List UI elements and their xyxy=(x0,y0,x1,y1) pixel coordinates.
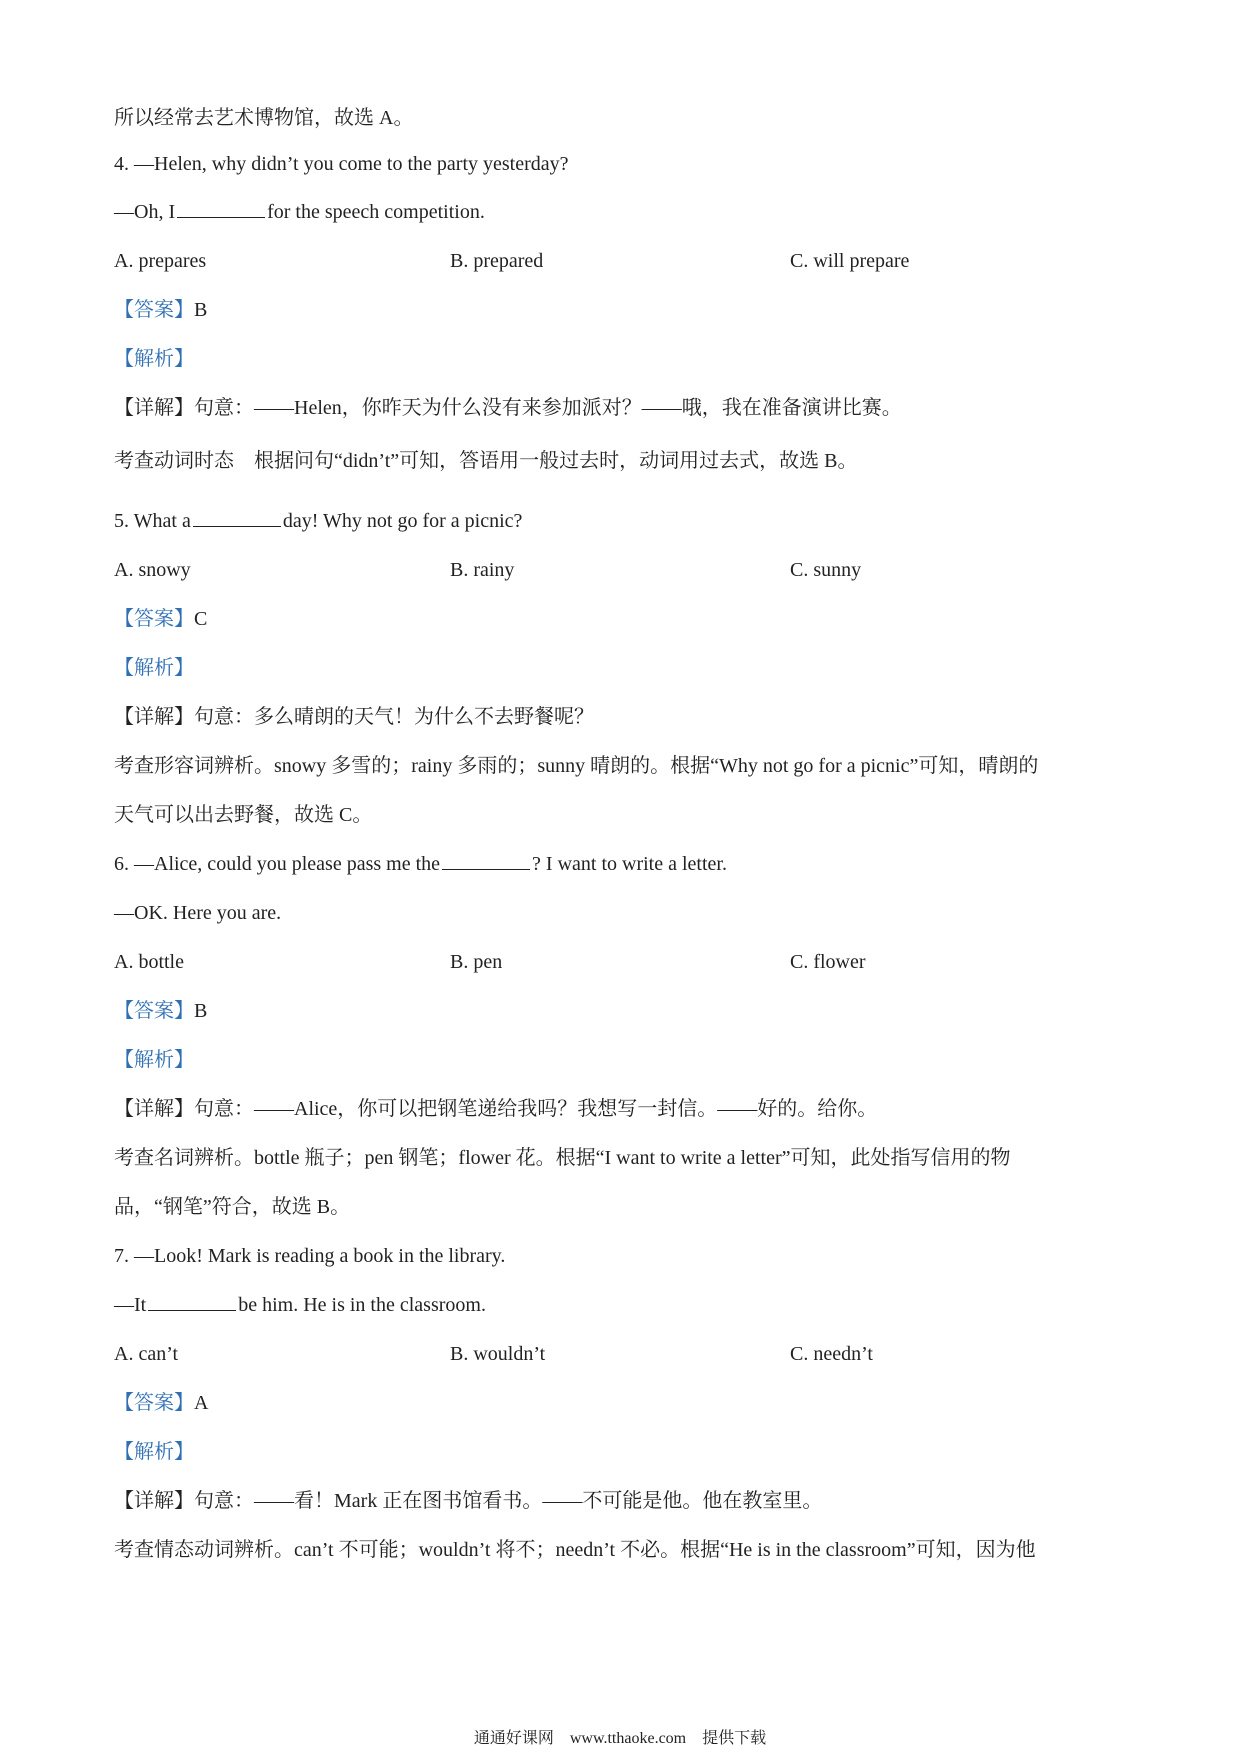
q4-stem-line1: 4. —Helen, why didn’t you come to the party yesterday? xyxy=(114,153,569,175)
q5-answer-value: C xyxy=(194,608,208,630)
q5-analysis-label: 【解析】 xyxy=(114,657,194,679)
q4-explain-line1: 考查动词时态 根据问句“didn’t”可知，答语用一般过去时，动词用过去式，故选 B。 xyxy=(114,450,858,472)
q5-option-b: B. rainy xyxy=(450,559,515,581)
q6-answer-value: B xyxy=(194,1000,208,1022)
q6-stem-post: ? I want to write a letter. xyxy=(532,853,727,875)
q5-explain-line1: 考查形容词辨析。snowy 多雪的；rainy 多雨的；sunny 晴朗的。根据“Why not go for a picnic”可知，晴朗的 xyxy=(114,755,1039,777)
q7-option-a: A. can’t xyxy=(114,1343,179,1365)
q7-stem-line2 xyxy=(114,1291,486,1319)
q6-explain-line1: 考查名词辨析。bottle 瓶子；pen 钢笔；flower 花。根据“I want to write a letter”可知，此处指写信用的物 xyxy=(114,1147,1011,1169)
q7-stem-line1: 7. —Look! Mark is reading a book in the library. xyxy=(114,1245,506,1267)
q6-detail: 【详解】句意：——Alice，你可以把钢笔递给我吗？我想写一封信。——好的。给你。 xyxy=(114,1098,878,1120)
q6-explain-line2: 品，“钢笔”符合，故选 B。 xyxy=(114,1196,351,1218)
q6-answer-label: 【答案】 xyxy=(114,1000,194,1022)
q6-stem-line1 xyxy=(114,850,727,878)
q4-stem-pre: —Oh, I xyxy=(114,201,176,223)
q5-detail: 【详解】句意：多么晴朗的天气！为什么不去野餐呢？ xyxy=(114,706,594,728)
q4-stem-post: for the speech competition. xyxy=(267,201,485,223)
q7-blank xyxy=(148,1292,236,1311)
q5-stem-pre: 5. What a xyxy=(114,510,191,532)
q4-detail: 【详解】句意：——Helen，你昨天为什么没有来参加派对？——哦，我在准备演讲比赛。 xyxy=(114,397,902,419)
q4-stem-line2 xyxy=(114,198,485,226)
q4-option-a: A. prepares xyxy=(114,250,207,272)
q7-explain-line1: 考查情态动词辨析。can’t 不可能；wouldn’t 将不；needn’t 不必。根据“He is in the classroom”可知，因为他 xyxy=(114,1539,1036,1561)
q6-option-b: B. pen xyxy=(450,951,503,973)
q6-blank xyxy=(442,851,530,870)
q7-option-b: B. wouldn’t xyxy=(450,1343,546,1365)
q5-option-c: C. sunny xyxy=(790,559,862,581)
q5-explain-line2: 天气可以出去野餐，故选 C。 xyxy=(114,804,373,826)
q6-analysis-label: 【解析】 xyxy=(114,1049,194,1071)
page-footer: 通通好课网 www.tthaoke.com 提供下载 xyxy=(473,1730,767,1747)
q7-analysis-label: 【解析】 xyxy=(114,1441,194,1463)
q5-blank xyxy=(193,508,281,527)
q6-option-c: C. flower xyxy=(790,951,866,973)
q7-stem-post: be him. He is in the classroom. xyxy=(238,1294,486,1316)
q4-blank xyxy=(177,199,265,218)
q7-answer-value: A xyxy=(194,1392,209,1414)
q4-answer-label: 【答案】 xyxy=(114,299,194,321)
q5-answer-label: 【答案】 xyxy=(114,608,194,630)
q6-option-a: A. bottle xyxy=(114,951,184,973)
q7-answer xyxy=(114,1389,208,1417)
q4-answer xyxy=(114,296,207,324)
intro-line: 所以经常去艺术博物馆，故选 A。 xyxy=(114,107,414,129)
q7-stem-pre: —It xyxy=(114,1294,147,1316)
q5-stem-post: day! Why not go for a picnic? xyxy=(282,510,523,532)
q6-stem-line2: —OK. Here you are. xyxy=(114,902,282,924)
q4-answer-value: B xyxy=(194,299,208,321)
q5-option-a: A. snowy xyxy=(114,559,191,581)
q4-option-c: C. will prepare xyxy=(790,250,910,272)
q4-analysis-label: 【解析】 xyxy=(114,348,194,370)
q7-option-c: C. needn’t xyxy=(790,1343,873,1365)
q7-detail: 【详解】句意：——看！Mark 正在图书馆看书。——不可能是他。他在教室里。 xyxy=(114,1490,823,1512)
q7-answer-label: 【答案】 xyxy=(114,1392,194,1414)
q6-answer xyxy=(114,997,207,1025)
q4-option-b: B. prepared xyxy=(450,250,544,272)
q5-answer xyxy=(114,605,207,633)
q5-stem-line1 xyxy=(114,507,522,535)
q6-stem-pre: 6. —Alice, could you please pass me the xyxy=(114,853,441,875)
